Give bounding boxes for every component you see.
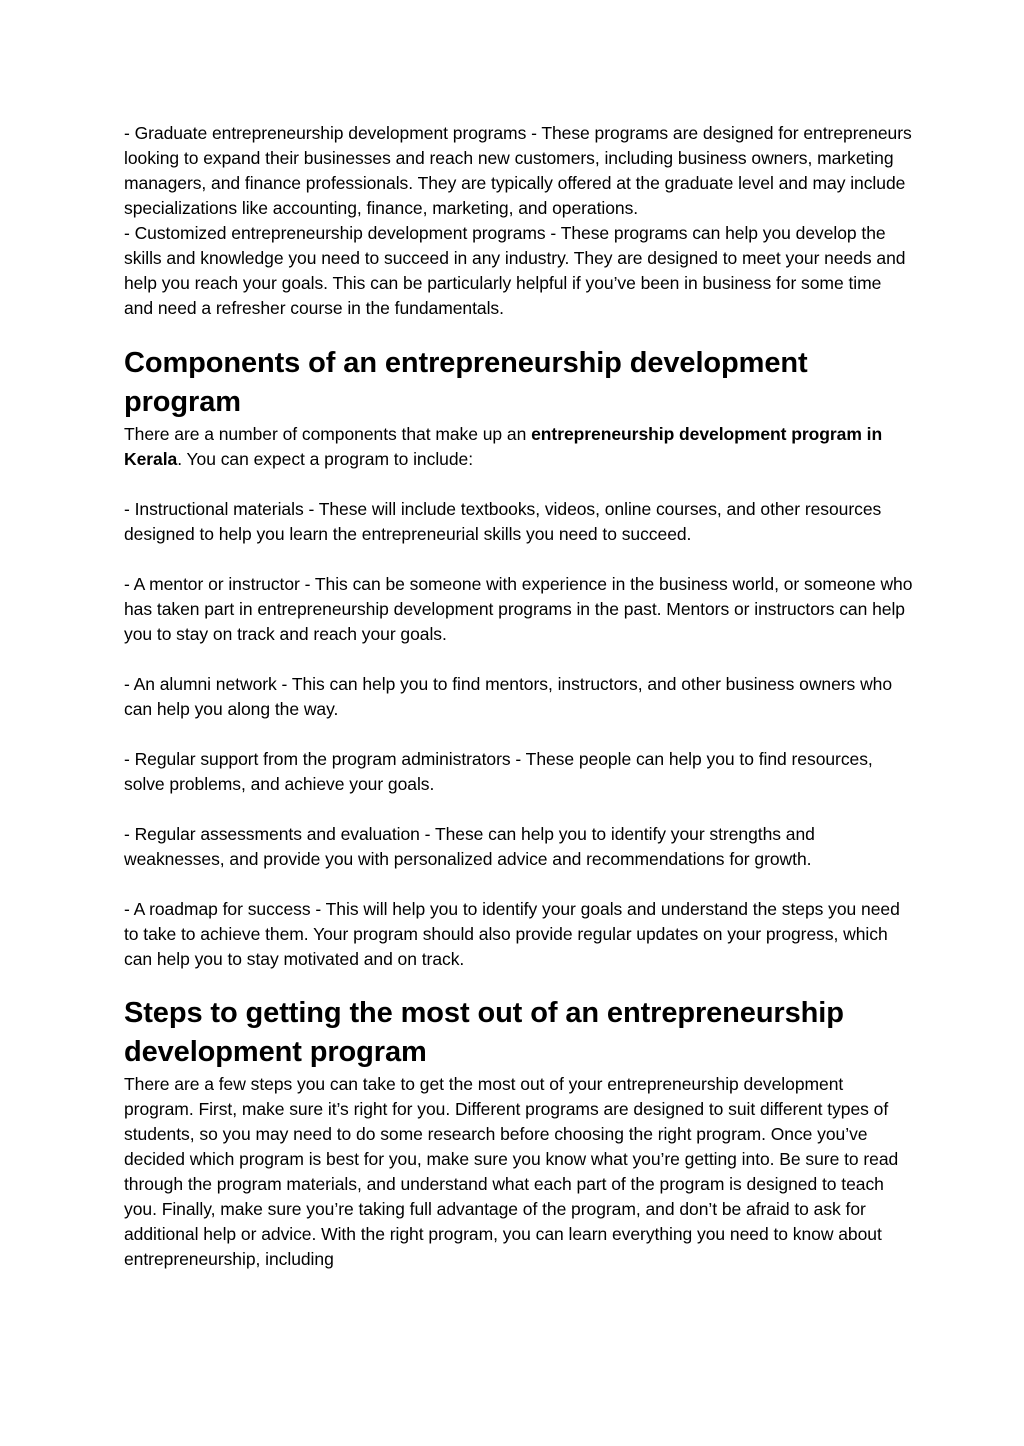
- component-item-assessments: - Regular assessments and evaluation - These can help you to identify your strengths and weaknesses, and provide you with personalized advice and recommendations for growth.: [124, 824, 815, 869]
- steps-heading: Steps to getting the most out of an entrepreneurship development program: [124, 997, 844, 1068]
- components-intro-keyword: entrepreneurship development program in Kerala: [124, 424, 883, 469]
- components-heading: Components of an entrepreneurship development program: [124, 347, 808, 418]
- component-item-regular-support: - Regular support from the program administrators - These people can help you to find resources, solve problems, and achieve your goals.: [124, 749, 873, 794]
- components-intro-text: There are a number of components that make up an: [124, 424, 532, 444]
- intro-item-graduate: - Graduate entrepreneurship development programs - These programs are designed for entrepreneurs looking to expand their businesses and reach new customers, including business owners, marketing managers, and finance professionals. They are typically offered at the graduate level and may include specializations like accounting, finance, marketing, and operations.: [124, 123, 912, 218]
- component-item-alumni-network: - An alumni network - This can help you to find mentors, instructors, and other business owners who can help you along the way.: [124, 674, 893, 719]
- components-intro-tail: . You can expect a program to include:: [177, 449, 474, 469]
- steps-body: There are a few steps you can take to get the most out of your entrepreneurship development program. First, make sure it’s right for you. Different programs are designed to suit different types of students, so you may need to do some research before choosing the right program. Once you’ve decided which program is best for you, make sure you know what you’re getting into. Be sure to read through the program materials, and understand what each part of the program is designed to teach you. Finally, make sure you’re taking full advantage of the program, and don’t be afraid to ask for additional help or advice. With the right program, you can learn everything you need to know about entrepreneurship, including: [124, 1074, 899, 1269]
- intro-item-customized: - Customized entrepreneurship development programs - These programs can help you develop the skills and knowledge you need to succeed in any industry. They are designed to meet your needs and help you reach your goals. This can be particularly helpful if you’ve been in business for some time and need a refresher course in the fundamentals.: [124, 223, 906, 318]
- component-item-roadmap: - A roadmap for success - This will help you to identify your goals and understand the steps you need to take to achieve them. Your program should also provide regular updates on your progress, which can help you to stay motivated and on track.: [124, 899, 900, 969]
- components-intro: [124, 422, 914, 472]
- component-item-instructional-materials: - Instructional materials - These will include textbooks, videos, online courses, and other resources designed to help you learn the entrepreneurial skills you need to succeed.: [124, 499, 882, 544]
- document-page: [124, 121, 914, 1272]
- component-item-mentor: - A mentor or instructor - This can be someone with experience in the business world, or someone who has taken part in entrepreneurship development programs in the past. Mentors or instructors can help you to stay on track and reach your goals.: [124, 574, 913, 644]
